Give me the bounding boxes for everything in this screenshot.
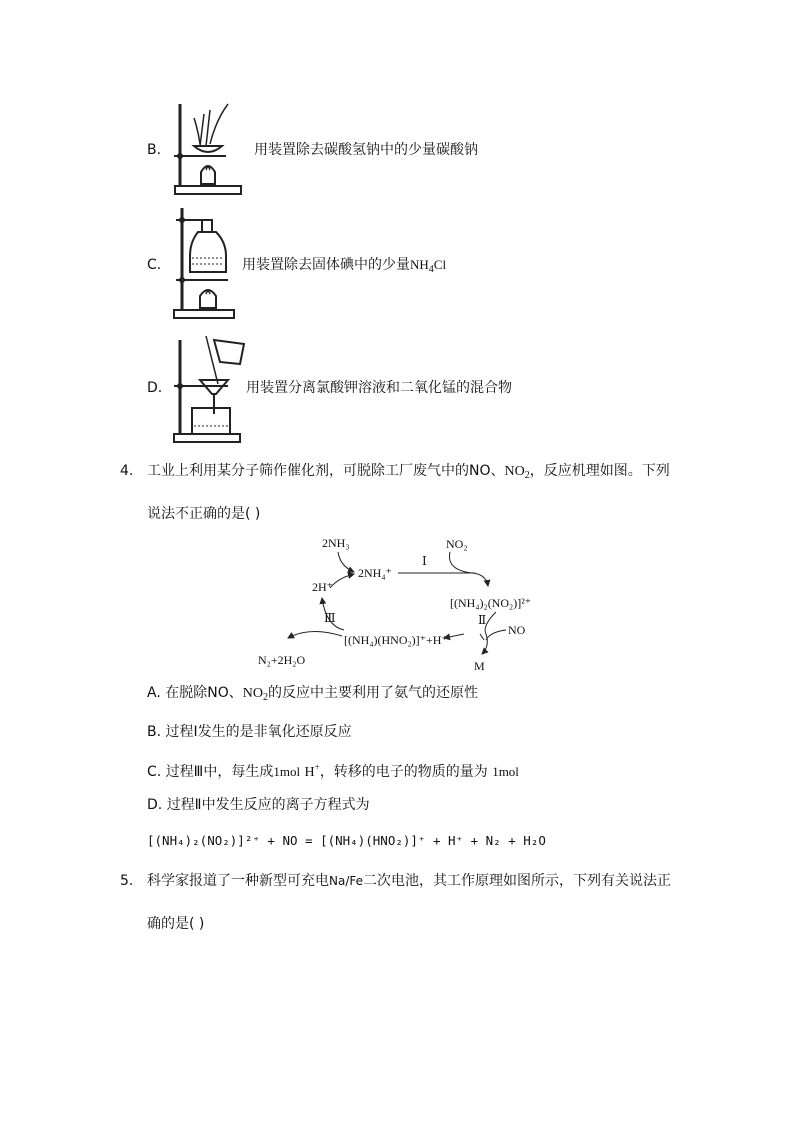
label-step-1: Ⅰ — [422, 554, 427, 568]
label-step-3: Ⅲ — [324, 611, 336, 625]
q4-option-b: B. 过程Ⅰ发生的是非氧化还原反应 — [147, 724, 352, 740]
q4-stem-line2: 说法不正确的是( ) — [147, 506, 261, 522]
label-2h: 2H⁺ — [312, 580, 333, 594]
apparatus-d-figure — [170, 332, 252, 444]
option-d-text: 用装置分离氯酸钾溶液和二氧化锰的混合物 — [246, 380, 512, 396]
option-b-text: 用装置除去碳酸氢钠中的少量碳酸钠 — [254, 142, 478, 158]
option-b-label: B. — [147, 142, 162, 158]
q5-number: 5. — [120, 873, 134, 889]
ionic-equation: [(NH₄)₂(NO₂)]²⁺ + NO = [(NH₄)(HNO₂)]⁺ + H⁺ + N₂ + H₂O — [147, 833, 546, 848]
q4-option-a: A. 在脱除NO、$NO_2$的反应中主要利用了氨气的还原性 — [147, 685, 478, 703]
label-no2: NO₂ — [446, 537, 468, 551]
formula-nh4cl: $NH_4Cl$ — [410, 257, 447, 275]
option-c-text: 用装置除去固体碘中的少量$NH_4Cl$ — [242, 257, 447, 275]
label-no: NO — [508, 623, 526, 637]
formula-no2: $NO_2$ — [242, 686, 268, 703]
q4-option-d: D. 过程Ⅱ中发生反应的离子方程式为 — [147, 797, 370, 813]
apparatus-c-figure — [170, 206, 240, 320]
q5-stem-line2: 确的是( ) — [147, 916, 205, 932]
label-products: N₂+2H₂O — [258, 653, 306, 667]
q4-stem-line1: 工业上利用某分子筛作催化剂，可脱除工厂废气中的NO、$NO_2$，反应机理如图。下列 — [147, 463, 670, 481]
q4-option-c: C. 过程Ⅲ中，每生成1mol H+，转移的电子的物质的量为 1mol — [147, 762, 519, 780]
apparatus-b-figure — [170, 100, 250, 198]
label-2nh3: 2NH₃ — [322, 536, 350, 550]
label-complex-1: [(NH₄)₂(NO₂)]²⁺ — [450, 596, 532, 610]
formula-na-fe: Na/Fe — [329, 874, 364, 888]
label-m: M — [474, 659, 485, 673]
formula-h-ion: H+ — [304, 762, 320, 780]
option-d-label: D. — [147, 380, 163, 396]
label-step-2: Ⅱ — [478, 613, 487, 627]
formula-no2: $NO_2$ — [504, 464, 530, 481]
label-2nh4: 2NH₄⁺ — [358, 566, 392, 580]
option-c-label: C. — [147, 257, 162, 273]
label-complex-2: [(NH₄)(HNO₂)]⁺+H⁺ — [344, 633, 448, 647]
reaction-mechanism-diagram — [250, 530, 550, 673]
q5-stem-line1: 科学家报道了一种新型可充电Na/Fe二次电池，其工作原理如图所示，下列有关说法正 — [147, 873, 672, 889]
q4-number: 4. — [120, 463, 134, 479]
